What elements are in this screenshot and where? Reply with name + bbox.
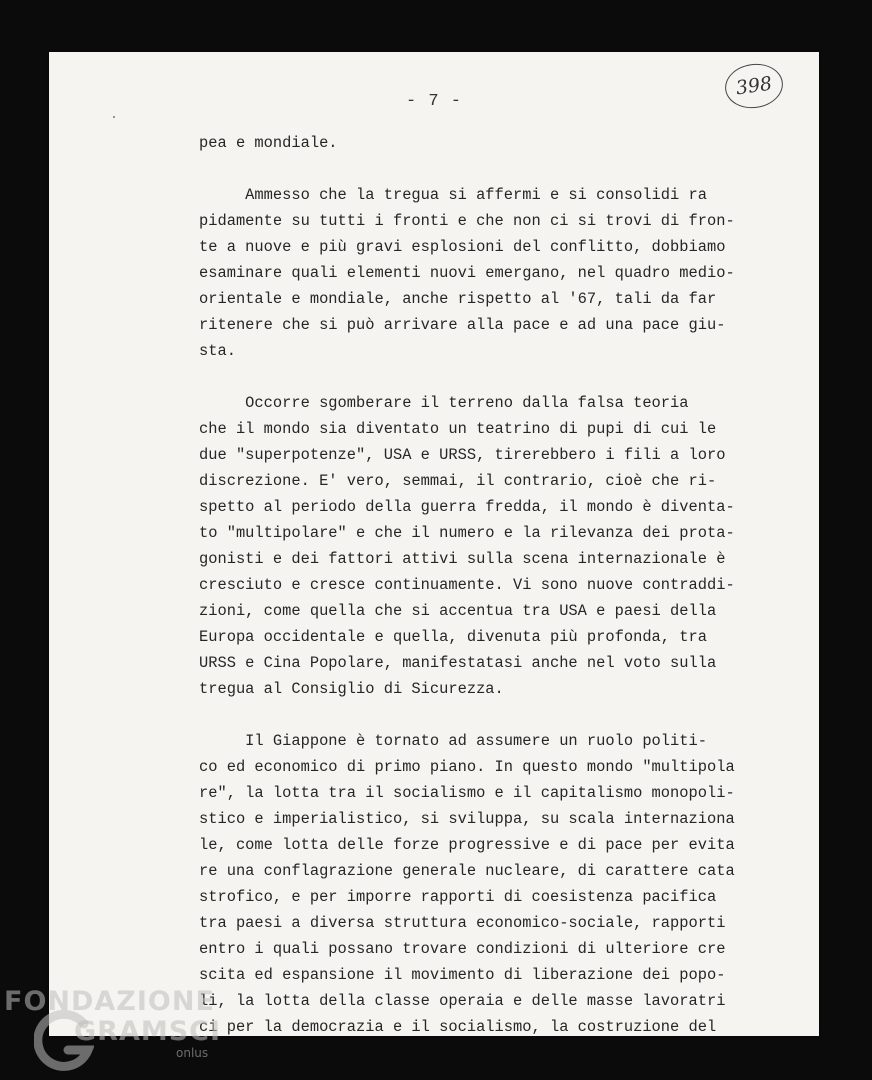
text-line: stico e imperialistico, si sviluppa, su scala internaziona [199, 810, 735, 828]
text-line: le, come lotta delle forze progressive e di pace per evita [199, 836, 735, 854]
text-line: strofico, e per imporre rapporti di coesistenza pacifica [199, 888, 717, 906]
text-line: entro i quali possano trovare condizioni di ulteriore cre [199, 940, 726, 958]
document-page [49, 52, 819, 1036]
text-line: URSS e Cina Popolare, manifestatasi anche nel voto sulla [199, 654, 717, 672]
text-line: Il Giappone è tornato ad assumere un ruolo politi- [199, 732, 707, 750]
text-line: te a nuove e più gravi esplosioni del conflitto, dobbiamo [199, 238, 726, 256]
text-line: li, la lotta della classe operaia e delle masse lavoratri [199, 992, 726, 1010]
text-line: pidamente su tutti i fronti e che non ci si trovi di fron- [199, 212, 735, 230]
text-line: re", la lotta tra il socialismo e il capitalismo monopoli- [199, 784, 735, 802]
text-line: re una conflagrazione generale nucleare, di carattere cata [199, 862, 735, 880]
text-line: tregua al Consiglio di Sicurezza. [199, 680, 504, 698]
fondazione-gramsci-watermark [4, 986, 234, 1080]
paper-speck [113, 116, 115, 118]
text-line: Europa occidentale e quella, divenuta più profonda, tra [199, 628, 707, 646]
text-line: cresciuto e cresce continuamente. Vi sono nuove contraddi- [199, 576, 735, 594]
watermark-line-3: onlus [176, 1046, 209, 1060]
text-line: ritenere che si può arrivare alla pace e ad una pace giu- [199, 316, 726, 334]
page-number: - 7 - [405, 92, 462, 111]
text-line: ci per la democrazia e il socialismo, la costruzione del [199, 1018, 717, 1036]
text-line: spetto al periodo della guerra fredda, il mondo è diventa- [199, 498, 735, 516]
archive-number: 398 [734, 72, 774, 100]
text-line: co ed economico di primo piano. In questo mondo "multipola [199, 758, 735, 776]
typewritten-body [199, 130, 769, 1040]
text-line: Occorre sgomberare il terreno dalla falsa teoria [199, 394, 689, 412]
paragraph-gap [199, 364, 769, 390]
text-line: Ammesso che la tregua si affermi e si consolidi ra [199, 186, 707, 204]
text-line: gonisti e dei fattori attivi sulla scena internazionale è [199, 550, 726, 568]
text-line: due "superpotenze", USA e URSS, tirerebbero i fili a loro [199, 446, 726, 464]
text-line: sta. [199, 342, 236, 360]
text-line: tra paesi a diversa struttura economico-sociale, rapporti [199, 914, 726, 932]
text-line: to "multipolare" e che il numero e la rilevanza dei prota- [199, 524, 735, 542]
text-line: orientale e mondiale, anche rispetto al '67, tali da far [199, 290, 717, 308]
watermark-line-2: GRAMSCI [74, 1016, 222, 1047]
text-line: pea e mondiale. [199, 134, 338, 152]
paragraph-gap [199, 702, 769, 728]
text-line: zioni, come quella che si accentua tra USA e paesi della [199, 602, 717, 620]
paragraph-gap [199, 156, 769, 182]
text-line: esaminare quali elementi nuovi emergano, nel quadro medio- [199, 264, 735, 282]
text-line: scita ed espansione il movimento di liberazione dei popo- [199, 966, 726, 984]
text-line: che il mondo sia diventato un teatrino di pupi di cui le [199, 420, 717, 438]
watermark-line-1: FONDAZIONE [4, 986, 215, 1017]
text-line: discrezione. E' vero, semmai, il contrario, cioè che ri- [199, 472, 717, 490]
